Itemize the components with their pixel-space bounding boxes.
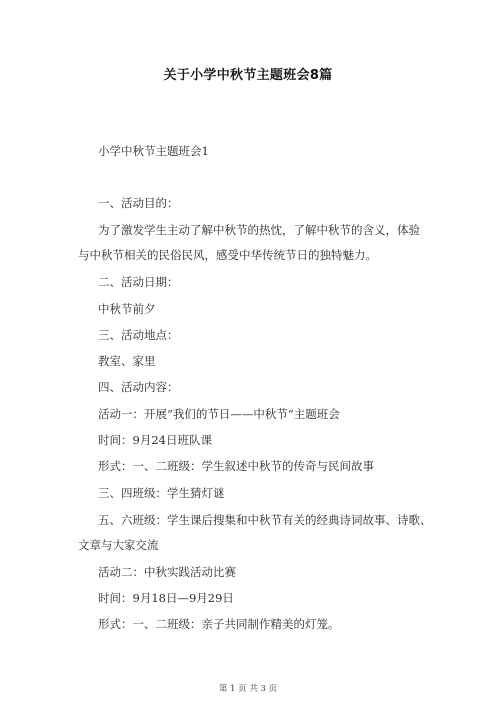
body-line: 形式：一、二班级：学生叙述中秋节的传奇与民间故事 (98, 459, 374, 473)
body-line: 与中秋节相关的民俗民风，感受中华传统节日的独特魅力。 (78, 248, 377, 262)
body-line: 一、活动目的： (98, 196, 179, 210)
document-title: 关于小学中秋节主题班会8篇 (163, 68, 333, 83)
section-heading: 小学中秋节主题班会1 (98, 144, 209, 158)
body-line: 时间：9月18日—9月29日 (98, 591, 234, 605)
body-line: 中秋节前夕 (98, 302, 156, 316)
body-line: 三、四班级：学生猜灯谜 (98, 486, 225, 500)
body-line: 二、活动日期： (98, 275, 179, 289)
body-line: 活动一：开展“我们的节日——中秋节”主题班会 (98, 407, 340, 421)
body-line: 三、活动地点： (98, 328, 179, 342)
body-line: 四、活动内容： (98, 380, 179, 394)
page-number: 第 1 页 共 3 页 (218, 684, 278, 694)
body-line: 形式：一、二班级：亲子共同制作精美的灯笼。 (98, 617, 340, 631)
body-line: 文章与大家交流 (78, 538, 159, 552)
body-line: 教室、家里 (98, 354, 156, 368)
body-line: 为了激发学生主动了解中秋节的热忱，了解中秋节的含义，体验 (98, 223, 420, 237)
body-line: 活动二：中秋实践活动比赛 (98, 565, 236, 579)
body-line: 五、六班级：学生课后搜集和中秋节有关的经典诗词故事、诗歌、 (98, 513, 432, 527)
body-line: 时间：9月24日班队课 (98, 433, 212, 447)
